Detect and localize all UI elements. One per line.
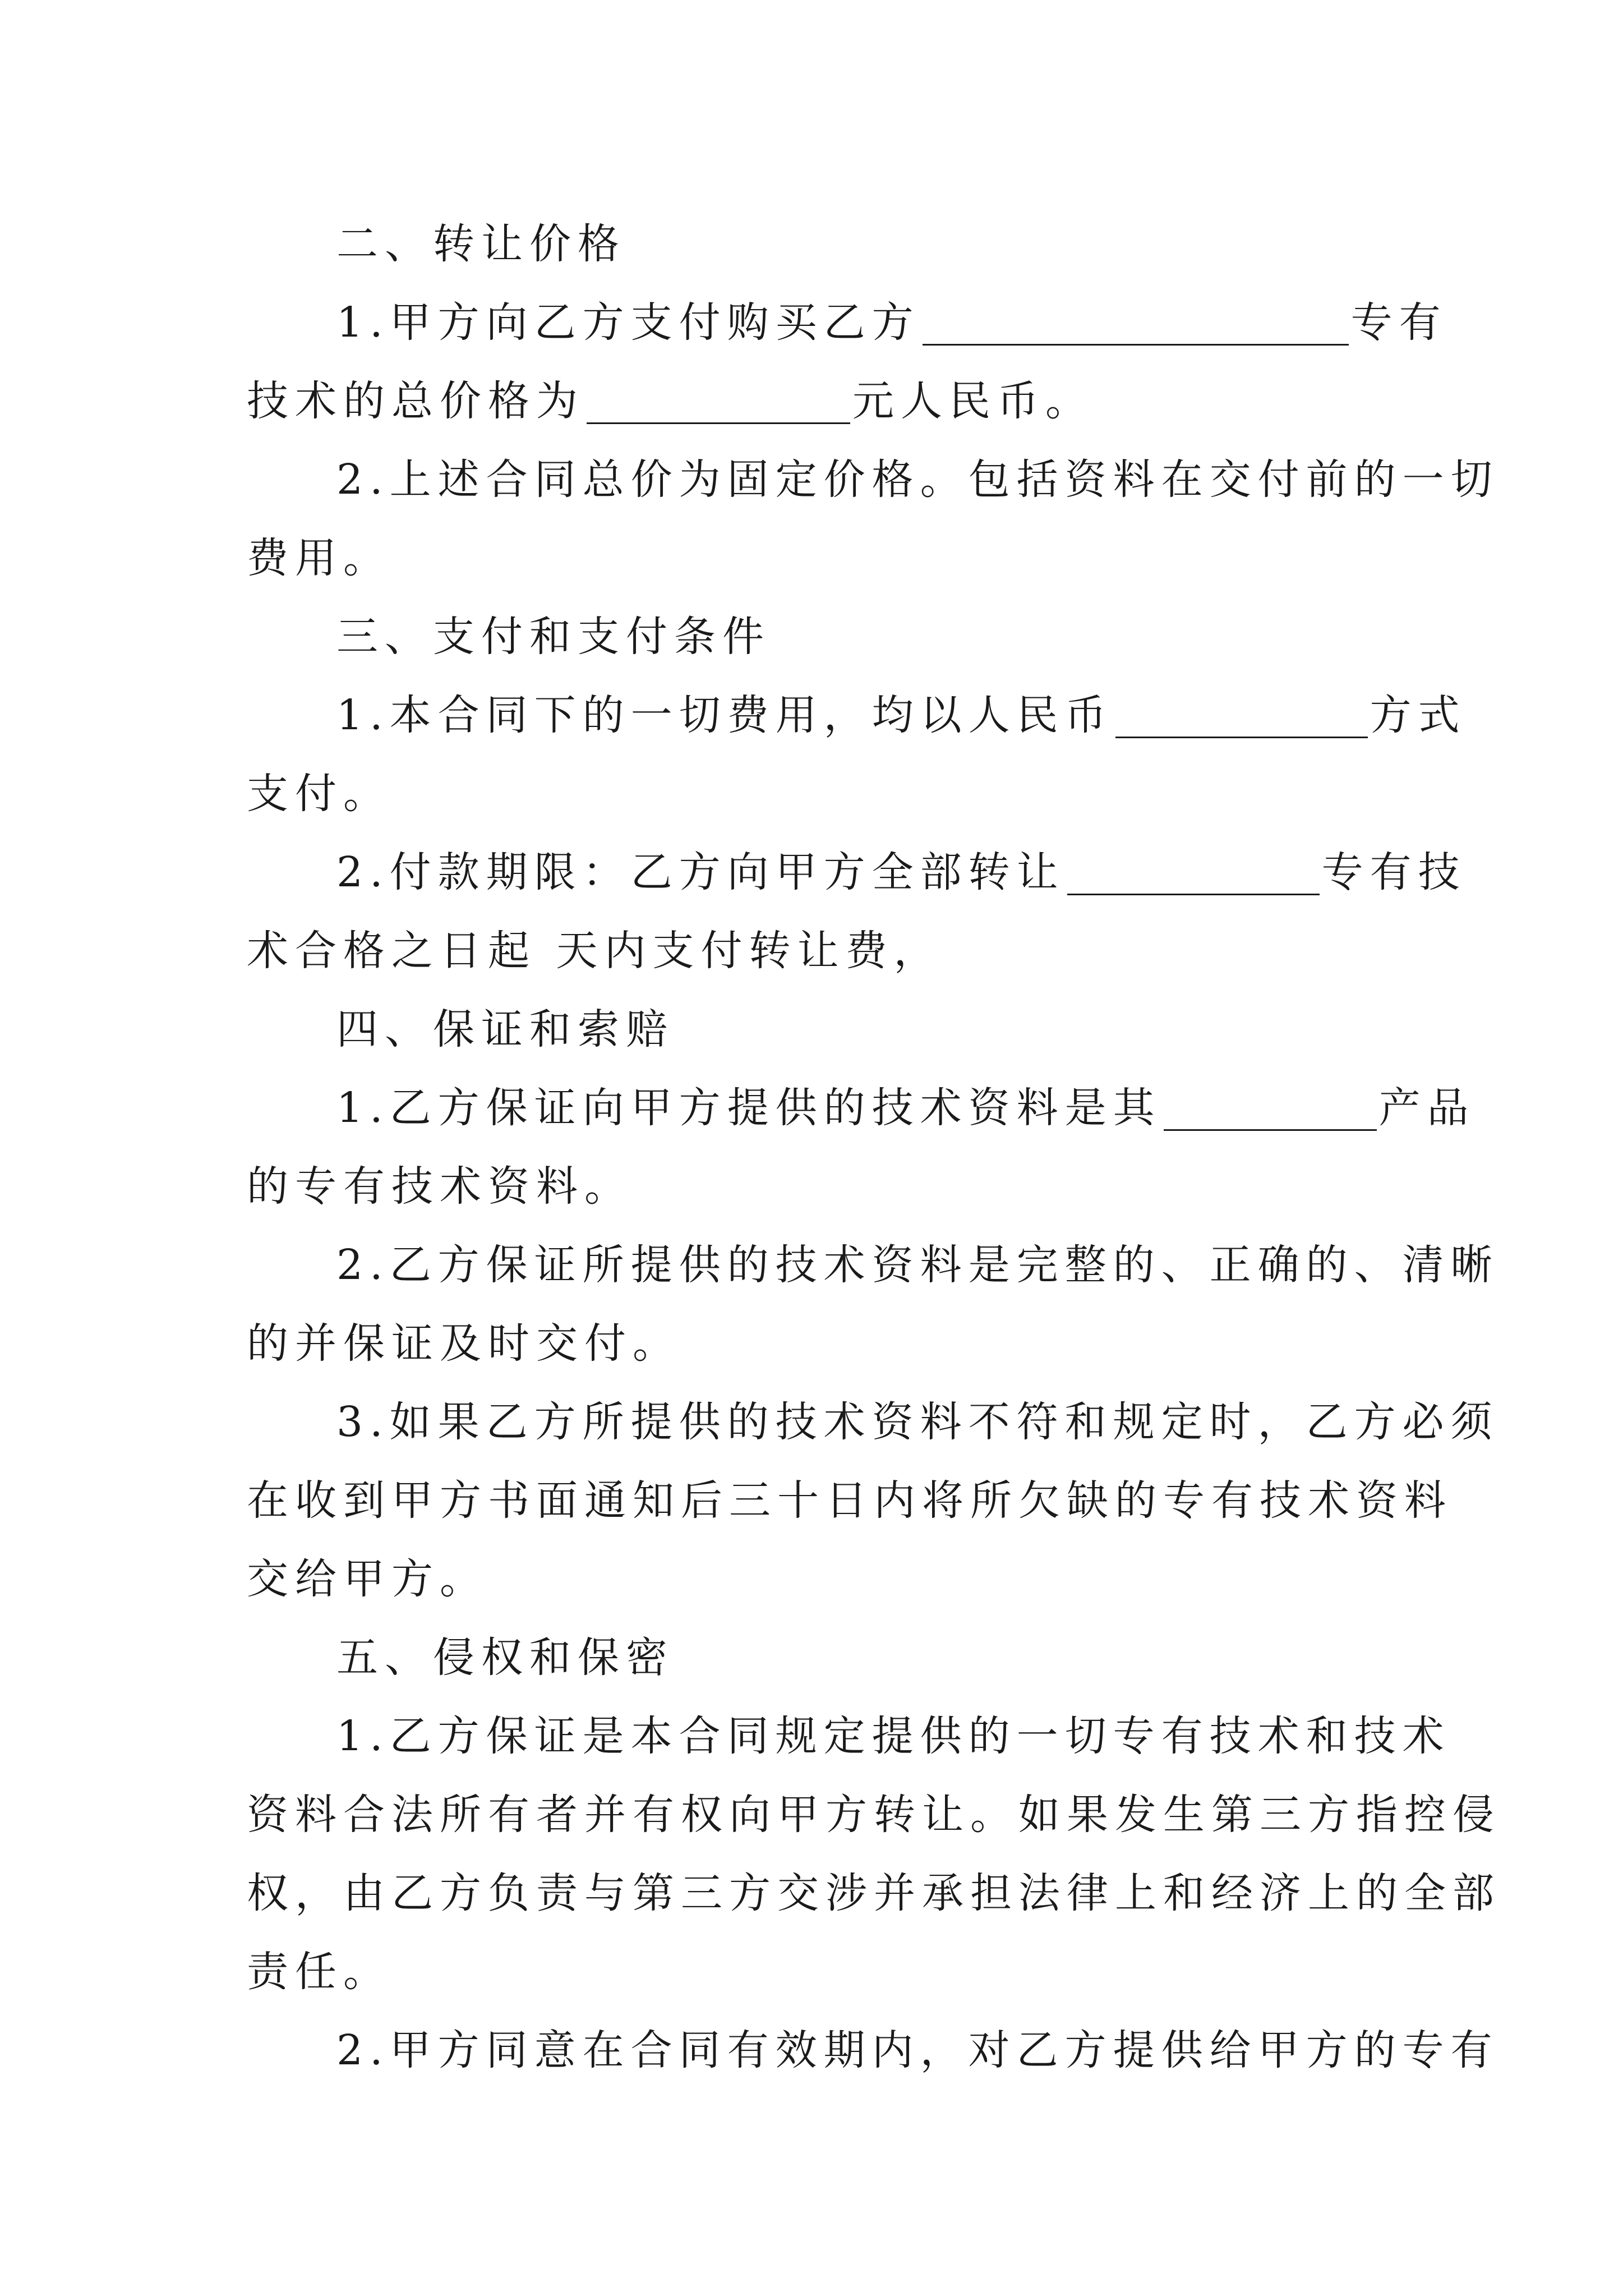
paragraph-line: 支付。: [247, 770, 391, 818]
paragraph-line: [336, 830, 1467, 914]
paragraph-line: 术合格之日起 天内支付转让费，: [247, 927, 942, 975]
text-segment: 技术的总价格为: [247, 377, 584, 425]
fill-in-blank[interactable]: [1067, 893, 1320, 895]
section-heading-payment: 三、支付和支付条件: [336, 613, 771, 661]
paragraph-line: [247, 359, 1391, 443]
paragraph-line: 的并保证及时交付。: [247, 1319, 681, 1368]
paragraph-line: 2.上述合同总价为固定价格。包括资料在交付前的一切: [336, 455, 1499, 504]
text-segment: 专有技: [1321, 848, 1467, 896]
paragraph-line: 在收到甲方书面通知后三十日内将所欠缺的专有技术资料: [247, 1476, 1453, 1525]
paragraph-line: [336, 1066, 1476, 1150]
fill-in-blank[interactable]: [1164, 1129, 1377, 1131]
paragraph-line: 1.乙方保证是本合同规定提供的一切专有技术和技术: [336, 1712, 1451, 1760]
paragraph-line: 费用。: [247, 534, 391, 582]
paragraph-line: 资料合法所有者并有权向甲方转让。如果发生第三方指控侵: [247, 1791, 1501, 1839]
paragraph-line: 责任。: [247, 1948, 391, 1996]
paragraph-line: 的专有技术资料。: [247, 1162, 633, 1211]
text-segment: 方式: [1370, 691, 1467, 739]
text-segment: 1.乙方保证向甲方提供的技术资料是其: [336, 1084, 1161, 1132]
paragraph-line: 3.如果乙方所提供的技术资料不符和规定时，乙方必须: [336, 1398, 1499, 1446]
text-segment: 1.本合同下的一切费用，均以人民币: [336, 691, 1113, 739]
paragraph-line: 2.乙方保证所提供的技术资料是完整的、正确的、清晰: [336, 1241, 1499, 1289]
text-segment: 专有: [1350, 298, 1447, 347]
paragraph-line: 权，由乙方负责与第三方交涉并承担法律上和经济上的全部: [247, 1869, 1501, 1917]
text-segment: 元人民币。: [852, 377, 1094, 425]
text-segment: 2.付款期限：乙方向甲方全部转让: [336, 848, 1065, 896]
fill-in-blank[interactable]: [587, 422, 850, 424]
text-segment: 1.甲方向乙方支付购买乙方: [336, 298, 920, 347]
fill-in-blank[interactable]: [1115, 736, 1368, 738]
paragraph-line: 交给甲方。: [247, 1555, 488, 1603]
section-heading-transfer-price: 二、转让价格: [336, 220, 626, 268]
text-segment: 产品: [1378, 1084, 1476, 1132]
paragraph-line: [336, 280, 1447, 365]
fill-in-blank[interactable]: [923, 343, 1349, 346]
paragraph-line: 2.甲方同意在合同有效期内，对乙方提供给甲方的专有: [336, 2026, 1499, 2074]
paragraph-line: [336, 673, 1467, 757]
section-heading-infringement: 五、侵权和保密: [336, 1634, 674, 1682]
section-heading-warranty: 四、保证和索赔: [336, 1005, 674, 1053]
